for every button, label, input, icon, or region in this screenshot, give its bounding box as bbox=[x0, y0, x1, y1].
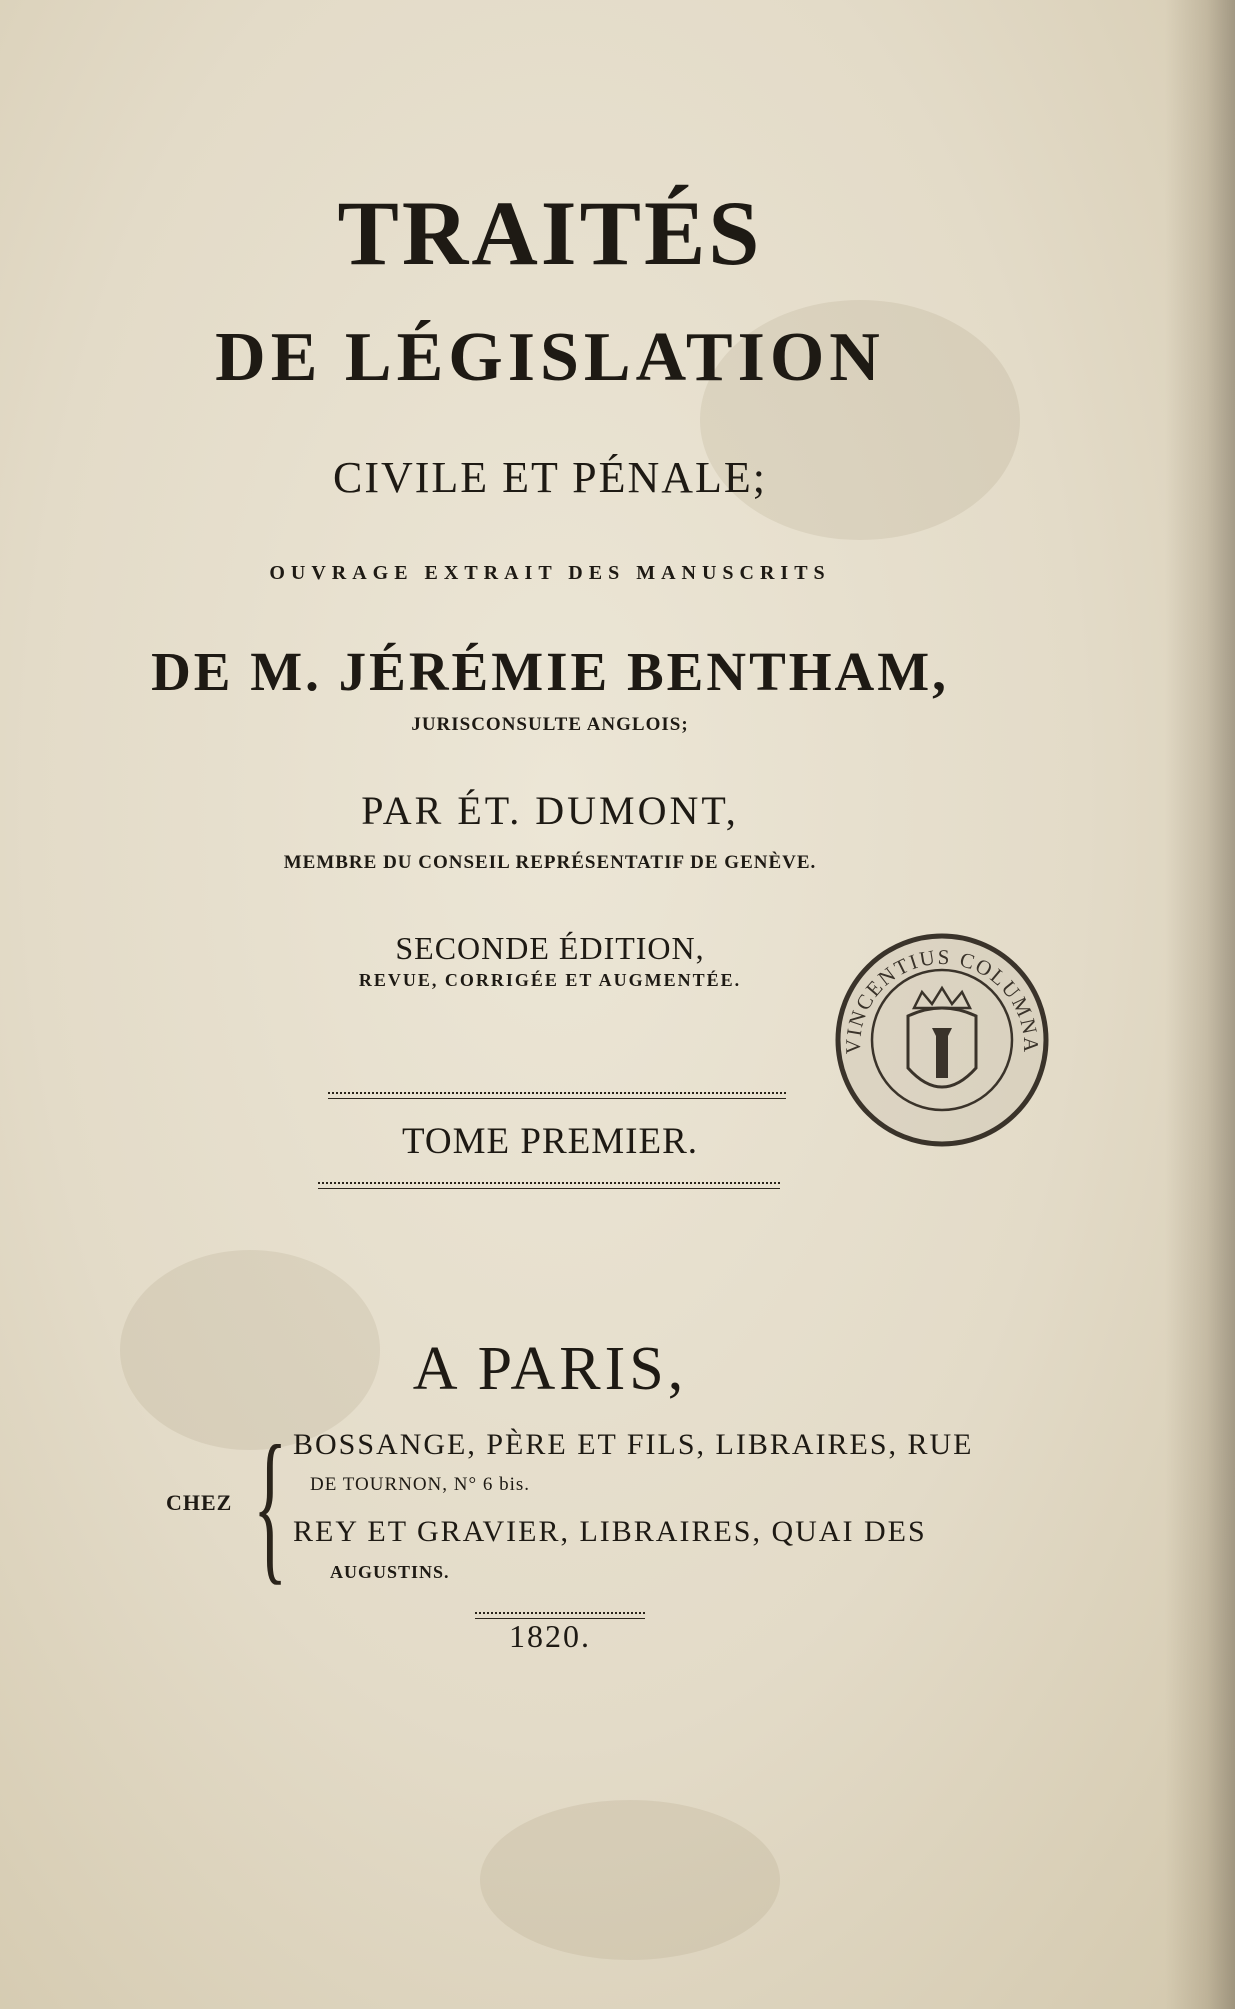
page-edge-shadow bbox=[1165, 0, 1235, 2009]
publisher-1: BOSSANGE, PÈRE ET FILS, LIBRAIRES, RUE bbox=[293, 1428, 974, 1461]
publisher-2-address: AUGUSTINS. bbox=[330, 1562, 450, 1582]
title-line-3: CIVILE ET PÉNALE; bbox=[332, 453, 768, 502]
editor-name: PAR ÉT. DUMONT, bbox=[361, 788, 739, 833]
foxing-stain bbox=[480, 1800, 780, 1960]
ornamental-rule-top bbox=[328, 1092, 786, 1099]
publication-year: 1820. bbox=[509, 1618, 591, 1654]
title-line-2: DE LÉGISLATION bbox=[215, 319, 885, 396]
author-name: DE M. JÉRÉMIE BENTHAM, bbox=[151, 641, 949, 702]
subtitle: OUVRAGE EXTRAIT DES MANUSCRITS bbox=[269, 562, 831, 584]
title-line-1: TRAITÉS bbox=[337, 182, 763, 284]
publisher-1-address: DE TOURNON, N° 6 bis. bbox=[310, 1474, 531, 1495]
edition-description: REVUE, CORRIGÉE ET AUGMENTÉE. bbox=[358, 970, 742, 990]
volume-label: TOME PREMIER. bbox=[401, 1121, 698, 1162]
imprint-city: A PARIS, bbox=[412, 1335, 688, 1403]
ornamental-rule-bottom bbox=[318, 1182, 780, 1189]
author-description: JURISCONSULTE ANGLOIS; bbox=[411, 714, 689, 735]
stamp-text: VINCENTIUS COLUMNA bbox=[840, 944, 1044, 1055]
edition: SECONDE ÉDITION, bbox=[395, 930, 705, 966]
brace-glyph: { bbox=[253, 1411, 288, 1599]
chez-label: CHEZ bbox=[166, 1490, 233, 1515]
ownership-stamp bbox=[830, 928, 1054, 1152]
publisher-2: REY ET GRAVIER, LIBRAIRES, QUAI DES bbox=[293, 1515, 927, 1548]
editor-description: MEMBRE DU CONSEIL REPRÉSENTATIF DE GENÈVE. bbox=[283, 852, 817, 873]
